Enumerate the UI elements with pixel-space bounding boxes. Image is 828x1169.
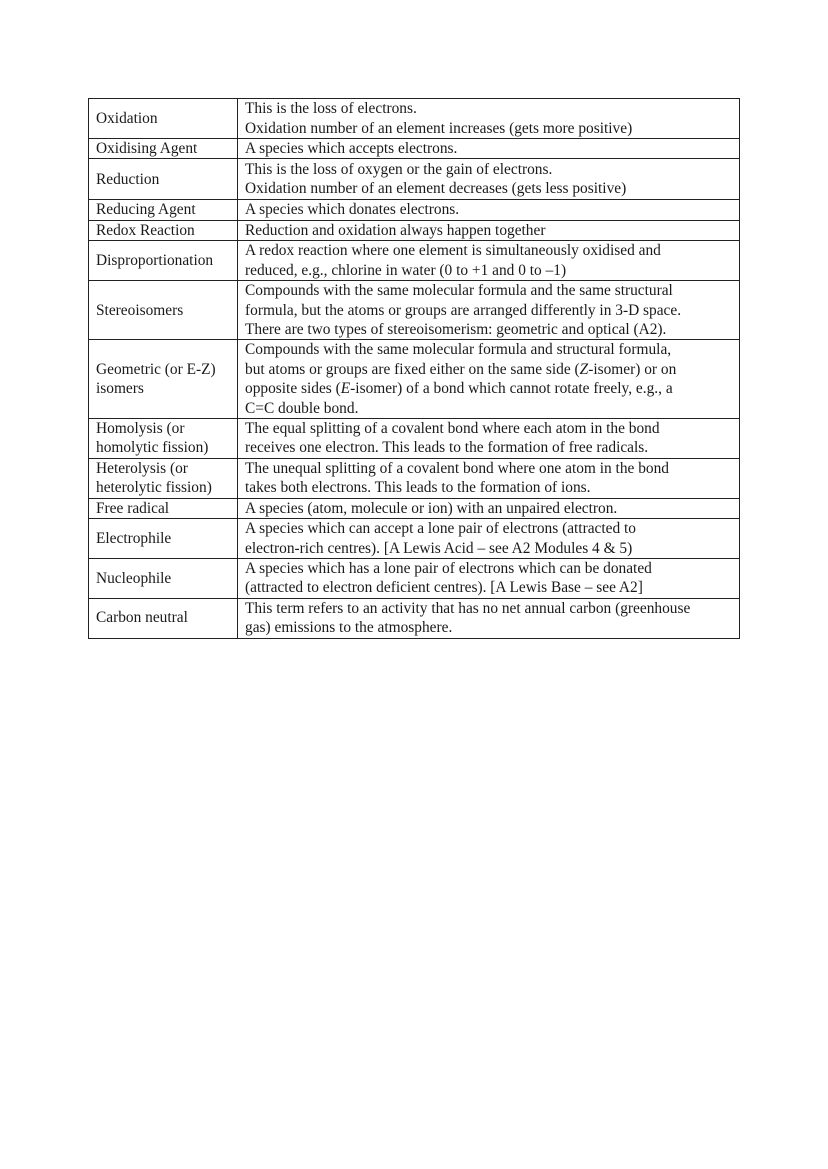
definition-cell <box>238 200 740 220</box>
definition-line: A species (atom, molecule or ion) with an unpaired electron. <box>245 499 618 517</box>
table-row <box>89 419 740 459</box>
definition-cell <box>238 598 740 638</box>
definition-line: The equal splitting of a covalent bond where each atom in the bond <box>245 420 660 438</box>
definition-line: Reduction and oxidation always happen together <box>245 221 546 239</box>
table-row <box>89 99 740 139</box>
definition-line: A redox reaction where one element is simultaneously oxidised and <box>245 242 661 260</box>
definition-line: Compounds with the same molecular formula and structural formula, <box>245 341 672 359</box>
definition-cell <box>238 159 740 200</box>
definition-line: The unequal splitting of a covalent bond where one atom in the bond <box>245 459 669 477</box>
term-cell: Electrophile <box>89 519 238 559</box>
definition-line: but atoms or groups are fixed either on the same side (Z-isomer) or on <box>245 360 677 378</box>
definition-line: Compounds with the same molecular formula and the same structural <box>245 282 673 300</box>
definition-line: This is the loss of oxygen or the gain of electrons. <box>245 161 553 178</box>
table-row <box>89 139 740 159</box>
definition-cell <box>238 458 740 498</box>
term-cell: Free radical <box>89 498 238 518</box>
definition-line: A species which can accept a lone pair of electrons (attracted to <box>245 520 636 538</box>
table-row <box>89 159 740 200</box>
term-cell: Disproportionation <box>89 241 238 281</box>
definition-cell <box>238 558 740 598</box>
term-cell: Carbon neutral <box>89 598 238 638</box>
definition-line: formula, but the atoms or groups are arranged differently in 3-D space. <box>245 301 682 319</box>
term-cell: Geometric (or E-Z) isomers <box>89 340 238 419</box>
table-row <box>89 220 740 240</box>
term-cell: Reducing Agent <box>89 200 238 220</box>
definition-line: opposite sides (E-isomer) of a bond which cannot rotate freely, e.g., a <box>245 380 673 398</box>
table-row <box>89 598 740 638</box>
definition-cell <box>238 241 740 281</box>
table-row <box>89 200 740 220</box>
table-row <box>89 241 740 281</box>
term-cell: Redox Reaction <box>89 220 238 240</box>
definition-cell <box>238 419 740 459</box>
term-cell: Homolysis (or homolytic fission) <box>89 419 238 459</box>
definition-line: There are two types of stereoisomerism: geometric and optical (A2). <box>245 321 667 339</box>
table-row <box>89 340 740 419</box>
definition-cell <box>238 281 740 340</box>
definition-cell <box>238 498 740 518</box>
definition-cell <box>238 340 740 419</box>
definition-cell <box>238 220 740 240</box>
definition-line: Oxidation number of an element decreases (gets less positive) <box>245 180 627 198</box>
definition-line: A species which accepts electrons. <box>245 140 458 157</box>
definition-line: Oxidation number of an element increases (gets more positive) <box>245 119 633 137</box>
definition-line: This term refers to an activity that has no net annual carbon (greenhouse <box>245 599 691 617</box>
glossary-table <box>88 98 740 639</box>
definition-line: electron-rich centres). [A Lewis Acid – see A2 Modules 4 & 5) <box>245 539 633 557</box>
term-cell: Nucleophile <box>89 558 238 598</box>
definition-line: A species which has a lone pair of electrons which can be donated <box>245 559 652 577</box>
definition-line: receives one electron. This leads to the formation of free radicals. <box>245 439 649 457</box>
term-cell: Reduction <box>89 159 238 200</box>
glossary-body <box>89 99 740 639</box>
term-cell: Oxidation <box>89 99 238 139</box>
table-row <box>89 281 740 340</box>
table-row <box>89 519 740 559</box>
term-cell: Stereoisomers <box>89 281 238 340</box>
definition-cell <box>238 99 740 139</box>
definition-cell <box>238 139 740 159</box>
definition-line: This is the loss of electrons. <box>245 100 417 118</box>
term-cell: Heterolysis (or heterolytic fission) <box>89 458 238 498</box>
table-row <box>89 458 740 498</box>
definition-line: gas) emissions to the atmosphere. <box>245 619 453 637</box>
definition-line: takes both electrons. This leads to the formation of ions. <box>245 479 591 497</box>
definition-line: A species which donates electrons. <box>245 201 460 219</box>
definition-line: (attracted to electron deficient centres). [A Lewis Base – see A2] <box>245 579 643 597</box>
table-row <box>89 498 740 518</box>
term-cell: Oxidising Agent <box>89 139 238 159</box>
definition-line: C=C double bond. <box>245 399 359 417</box>
definition-cell <box>238 519 740 559</box>
table-row <box>89 558 740 598</box>
definition-line: reduced, e.g., chlorine in water (0 to +1 and 0 to –1) <box>245 261 567 279</box>
